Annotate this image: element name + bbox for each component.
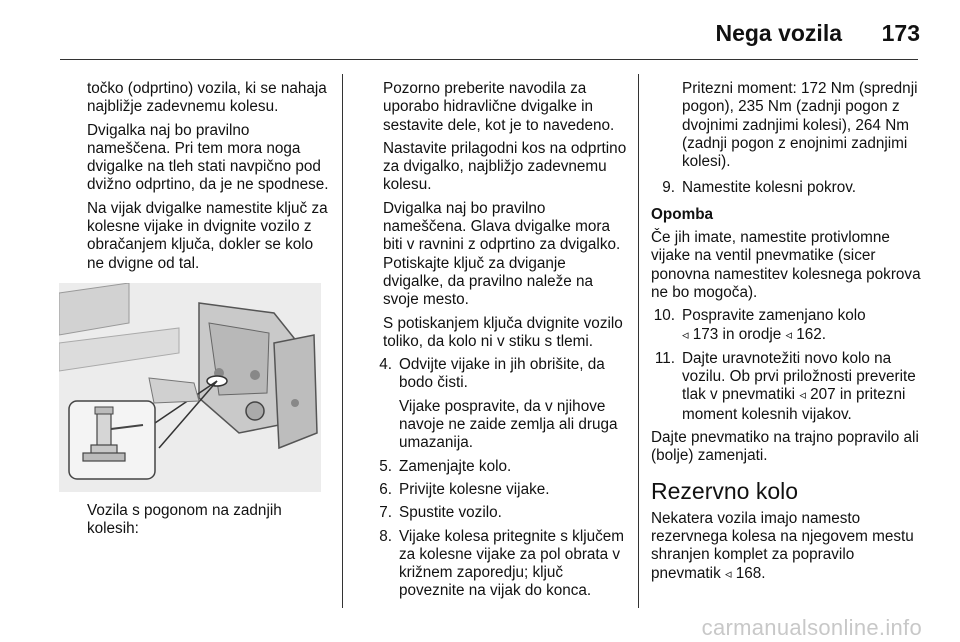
list-item: 11. Dajte uravnotežiti novo kolo na vozilu. Ob prvi priložnosti preverite tlak v pnevmatiki ◃ 207 in pritezni moment kolesnih vijakov.: [654, 349, 916, 423]
paragraph: Dvigalka naj bo pravilno nameščena. Glava dvigalke mora biti v ravnini z odprtino za dvigalko. Potiskajte ključ za dviganje dvigalke, da pravilno naleže na svoje mesto.: [383, 199, 621, 309]
page-number: 173: [881, 20, 920, 46]
paragraph: Nastavite prilagodni kos na odprtino za dvigalko, najbližjo zadevnemu kolesu.: [383, 139, 627, 194]
list-item: 6. Privijte kolesne vijake.: [379, 480, 550, 498]
figure-caption: Vozila s pogonom na zadnjih kolesih:: [87, 501, 282, 538]
section-heading: Rezervno kolo: [651, 477, 799, 504]
paragraph: Pozorno preberite navodila za uporabo hidravlične dvigalke in sestavite dele, kot je to navedeno.: [383, 80, 615, 134]
torque-spec: Pritezni moment: 172 Nm (sprednji pogon), 235 Nm (zadnji pogon z dvojnimi zadnjimi kolesi), 264 Nm (zadnji pogon z enojnimi zadnjimi kolesi).: [682, 80, 918, 171]
list-item: 9. Namestite kolesni pokrov.: [662, 179, 857, 197]
paragraph: S potiskanjem ključa dvignite vozilo toliko, da kolo ni v stiku s tlemi.: [383, 314, 623, 350]
page-ref-icon: ◃: [724, 566, 732, 582]
list-item: 5. Zamenjajte kolo.: [379, 457, 512, 475]
page-ref-icon: ◃: [682, 327, 689, 343]
header-rule: [60, 59, 918, 60]
page-link[interactable]: 207: [810, 386, 836, 404]
list-item: 4. Odvijte vijake in jih obrišite, da bodo čisti. Vijake pospravite, da v njihove navoje ne zaide zemlja ali druga umazanija.: [379, 356, 618, 452]
note-text: Če jih imate, namestite protivlomne vijake na ventil pnevmatike (sicer ponovna namestitev kolesnega pokrova ne bo mogoča).: [651, 229, 921, 301]
section-title: Nega vozila: [715, 20, 842, 46]
column-2: [368, 80, 630, 606]
page-ref-icon: ◃: [799, 388, 806, 404]
list-item: 10. Pospravite zamenjano kolo ◃ 173 in orodje ◃ 162.: [653, 307, 866, 343]
page-link[interactable]: 162.: [796, 325, 827, 343]
watermark: carmanualsonline.info: [701, 615, 922, 640]
page-ref-icon: ◃: [785, 327, 793, 343]
note-title: Opomba: [651, 205, 714, 223]
column-divider-1: [342, 74, 343, 608]
page-link[interactable]: 168.: [735, 564, 766, 582]
paragraph: Dvigalka naj bo pravilno nameščena. Pri tem mora noga dvigalke na tleh stati navpično pod dvižno odprtino, da je ne spodnese.: [87, 121, 329, 194]
paragraph: Nekatera vozila imajo namesto rezervnega kolesa na njegovem mestu shranjen komplet za popravilo pnevmatik ◃ 168.: [651, 509, 914, 582]
list-item: 8. Vijake kolesa pritegnite s ključem za kolesne vijake za pol obrata v križnem zaporedju; ključ poveznite na vijak do konca.: [379, 527, 625, 600]
paragraph: Dajte pnevmatiko na trajno popravilo ali (bolje) zamenjati.: [651, 429, 919, 465]
column-1: [87, 80, 330, 544]
paragraph: točko (odprtino) vozila, ki se nahaja najbližje zadevnemu kolesu.: [87, 80, 327, 116]
page-link[interactable]: 173 in orodje: [692, 325, 782, 343]
column-divider-2: [638, 74, 639, 608]
column-3: [651, 80, 927, 589]
paragraph: Na vijak dvigalke namestite ključ za kolesne vijake in dvignite vozilo z obračanjem ključa, dokler se kolo ne dvigne od tal.: [87, 199, 328, 272]
jack-illustration: [59, 283, 321, 492]
list-item: 7. Spustite vozilo.: [379, 504, 502, 522]
page-header: [0, 14, 960, 54]
